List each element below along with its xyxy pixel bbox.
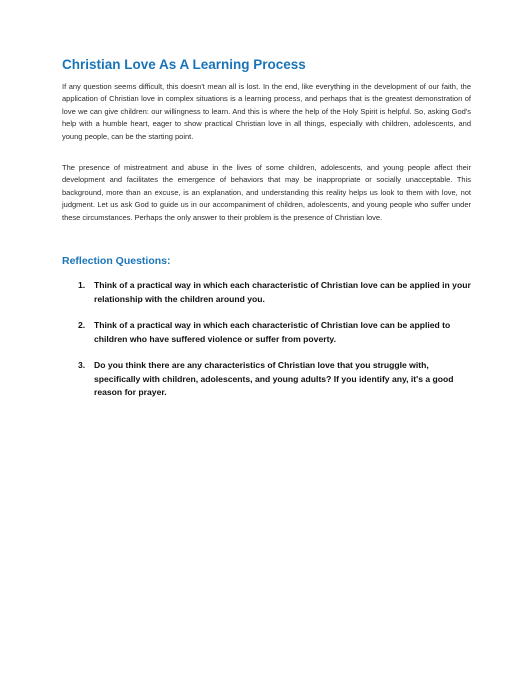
reflection-questions-list	[78, 279, 472, 413]
question-number: 2.	[78, 320, 86, 330]
reflection-question	[78, 359, 472, 400]
question-text: Do you think there are any characteristics of Christian love that you struggle with, specifically with children, adolescents, and young adults? If you identify any, it's a good reason for prayer.	[94, 360, 454, 397]
question-text: Think of a practical way in which each characteristic of Christian love can be applied in your relationship with the children around you.	[94, 280, 471, 304]
body-paragraph: If any question seems difficult, this doesn't mean all is lost. In the end, like everything in the development of our faith, the application of Christian love in complex situations is a learning process, and perhaps that is the greatest demonstration of love we can give children: our willingness to learn. And this is where the help of the Holy Spirit is helpful. So, asking God's help with a humble heart, eager to show practical Christian love in all things, especially with children, adolescents, and young people, can be the starting point.	[62, 82, 471, 141]
body-paragraph: The presence of mistreatment and abuse in the lives of some children, adolescents, and young people affect their development and facilitates the emergence of behaviors that may be inappropriate or socially unacceptable. This background, more than an excuse, is an explanation, and understanding this reality helps us look to them with love, not judgment. Let us ask God to guide us in our accompaniment of children, adolescents, and young people who suffer under these circumstances. Perhaps the only answer to their problem is the presence of Christian love.	[62, 163, 471, 222]
question-number: 3.	[78, 360, 86, 370]
question-text: Think of a practical way in which each characteristic of Christian love can be applied to children who have suffered violence or suffer from poverty.	[94, 320, 451, 344]
question-number: 1.	[78, 280, 86, 290]
reflection-question	[78, 319, 472, 346]
section-title: Christian Love As A Learning Process	[62, 57, 306, 72]
reflection-question	[78, 279, 472, 306]
reflection-heading: Reflection Questions:	[62, 255, 171, 267]
